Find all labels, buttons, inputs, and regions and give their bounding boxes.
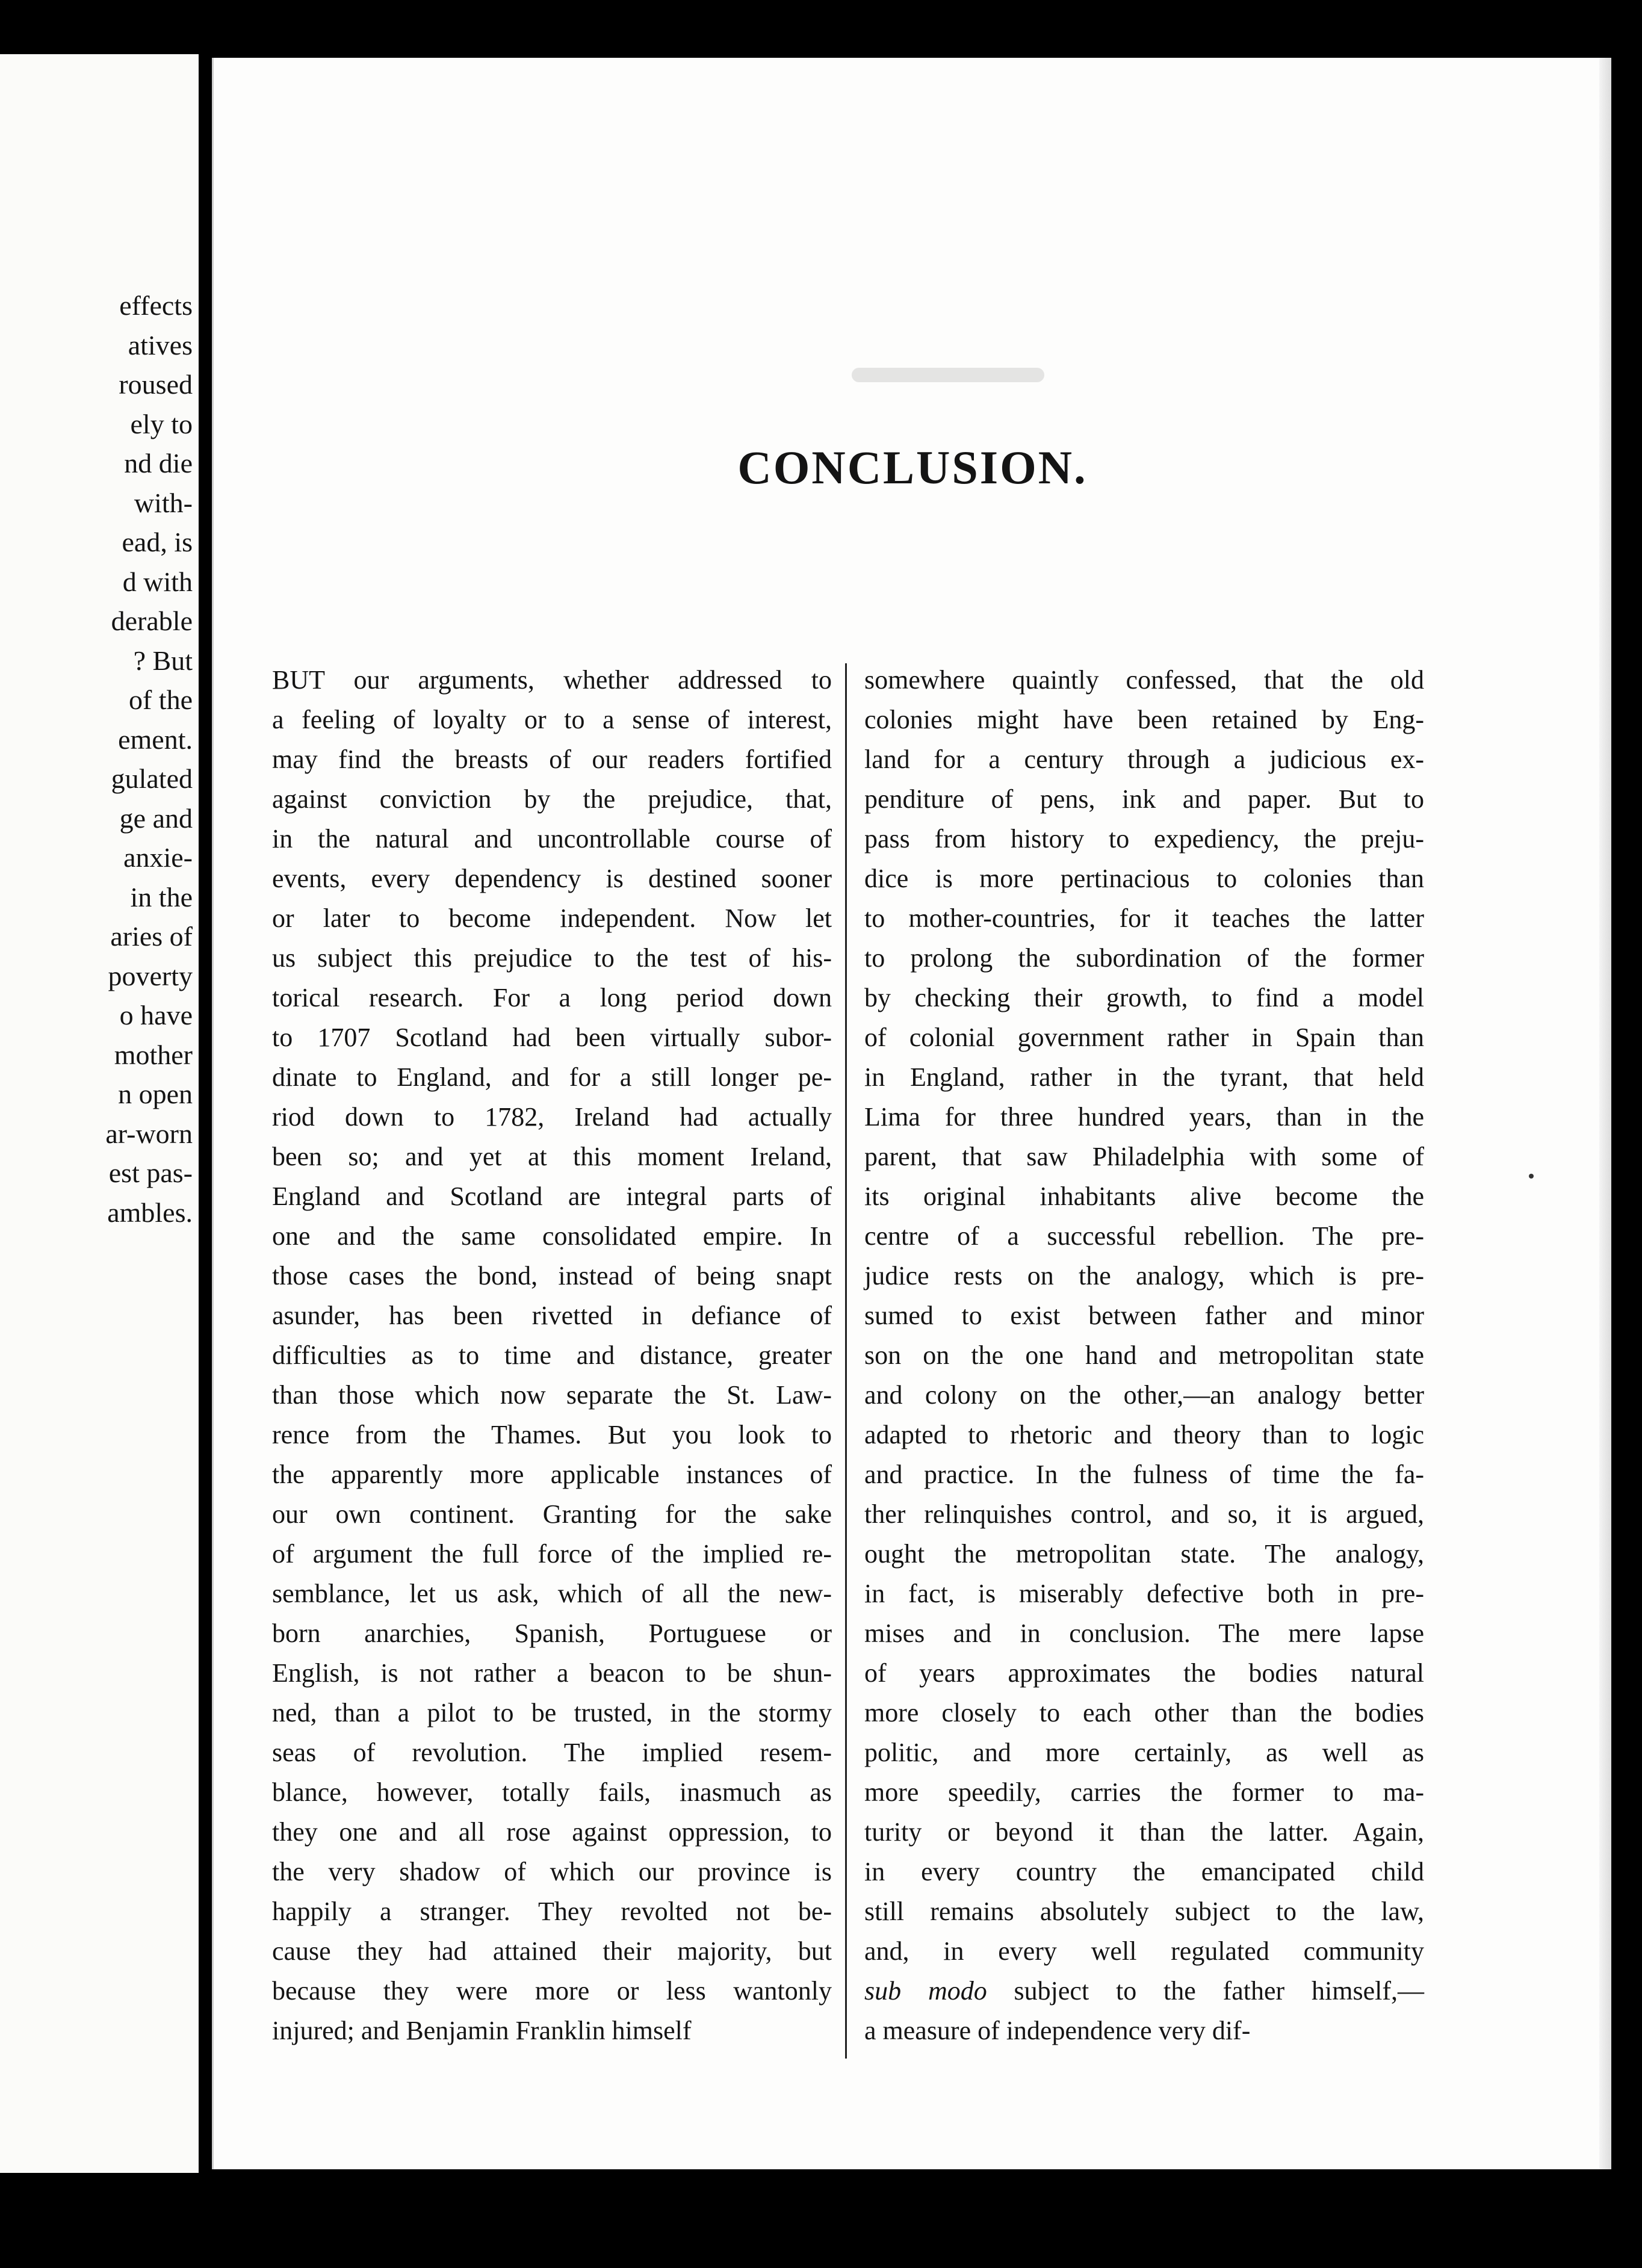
text-line: parent, that saw Philadelphia with some of — [864, 1142, 1424, 1171]
text-line: they one and all rose against oppression, to — [272, 1817, 832, 1847]
text-line: pass from history to expediency, the preju- — [864, 824, 1424, 854]
text-line: in fact, is miserably defective both in pre- — [864, 1579, 1424, 1608]
text-line: our own continent. Granting for the sake — [272, 1499, 832, 1529]
text-line: ought the metropolitan state. The analogy, — [864, 1539, 1424, 1569]
text-line: injured; and Benjamin Franklin himself — [272, 2016, 692, 2045]
text-line: of years approximates the bodies natural — [864, 1658, 1424, 1688]
text-line: in England, rather in the tyrant, that held — [864, 1062, 1424, 1092]
text-line: of argument the full force of the implied re- — [272, 1539, 832, 1569]
page-title: CONCLUSION. — [737, 441, 1088, 494]
text-line: born anarchies, Spanish, Portuguese or — [272, 1619, 832, 1648]
facing-page-line: o have — [119, 1000, 193, 1030]
text-line: against conviction by the prejudice, that, — [272, 784, 832, 814]
text-line: the very shadow of which our province is — [272, 1857, 832, 1886]
text-line: land for a century through a judicious ex- — [864, 745, 1424, 774]
text-line: riod down to 1782, Ireland had actually — [272, 1102, 832, 1132]
text-column-right — [864, 660, 1424, 2051]
text-line: difficulties as to time and distance, greater — [272, 1340, 832, 1370]
text-line: more closely to each other than the bodies — [864, 1698, 1424, 1727]
text-line: those cases the bond, instead of being snapt — [272, 1261, 832, 1290]
facing-page-line: ambles. — [107, 1197, 193, 1228]
text-line: turity or beyond it than the latter. Again, — [864, 1817, 1424, 1847]
text-line: us subject this prejudice to the test of his- — [272, 943, 832, 973]
text-line: penditure of pens, ink and paper. But to — [864, 784, 1424, 814]
text-line: been so; and yet at this moment Ireland, — [272, 1142, 832, 1171]
text-line: or later to become independent. Now let — [272, 903, 832, 933]
facing-page-line: effects — [119, 290, 193, 321]
text-line: cause they had attained their majority, but — [272, 1936, 832, 1966]
text-line: to prolong the subordination of the former — [864, 943, 1424, 973]
text-line: a measure of independence very dif- — [864, 2016, 1251, 2045]
facing-page-line: of the — [128, 684, 193, 715]
text-line: because they were more or less wantonly — [272, 1976, 832, 2006]
text-line: torical research. For a long period down — [272, 983, 832, 1012]
text-line: its original inhabitants alive become the — [864, 1182, 1424, 1211]
facing-page-line: ely to — [130, 408, 193, 439]
text-line: English, is not rather a beacon to be shun- — [272, 1658, 832, 1688]
text-line: in the natural and uncontrollable course of — [272, 824, 832, 854]
facing-page-line: aries of — [110, 921, 193, 952]
text-line: one and the same consolidated empire. In — [272, 1221, 832, 1251]
text-line: semblance, let us ask, which of all the new- — [272, 1579, 832, 1608]
text-line: ned, than a pilot to be trusted, in the stormy — [272, 1698, 832, 1727]
facing-page-line: nd die — [124, 448, 193, 479]
text-column-left — [272, 660, 832, 2051]
facing-page-line: atives — [128, 329, 193, 361]
text-line: dinate to England, and for a still longer pe- — [272, 1062, 832, 1092]
text-line: ther relinquishes control, and so, it is argued, — [864, 1499, 1424, 1529]
text-line: by checking their growth, to find a model — [864, 983, 1424, 1012]
facing-page-line: ar-worn — [105, 1118, 193, 1149]
facing-page-text — [0, 286, 193, 1232]
facing-page-line: ead, is — [122, 527, 193, 557]
facing-page — [0, 54, 199, 2173]
facing-page-line: derable — [111, 606, 193, 636]
facing-page-line: mother — [114, 1039, 193, 1070]
text-line: son on the one hand and metropolitan state — [864, 1340, 1424, 1370]
text-line: BUT our arguments, whether addressed to — [272, 665, 832, 695]
facing-page-line: ge and — [119, 802, 193, 834]
text-line: centre of a successful rebellion. The pre- — [864, 1221, 1424, 1251]
text-line: of colonial government rather in Spain than — [864, 1023, 1424, 1052]
page-edge — [1599, 58, 1611, 2169]
line-remainder: subject to the father himself,— — [987, 1976, 1424, 2006]
text-line: to mother-countries, for it teaches the latter — [864, 903, 1424, 933]
text-line: seas of revolution. The implied resem- — [272, 1738, 832, 1767]
faded-header-smudge — [852, 368, 1044, 382]
ink-speck — [1529, 1174, 1534, 1179]
text-line: and colony on the other,—an analogy better — [864, 1380, 1424, 1410]
text-line: happily a stranger. They revolted not be- — [272, 1897, 832, 1926]
text-line: colonies might have been retained by Eng- — [864, 705, 1424, 734]
text-line: events, every dependency is destined sooner — [272, 864, 832, 893]
text-line: and, in every well regulated community — [864, 1936, 1424, 1966]
text-line: somewhere quaintly confessed, that the old — [864, 665, 1424, 695]
facing-page-line: n open — [118, 1079, 193, 1109]
text-line: mises and in conclusion. The mere lapse — [864, 1619, 1424, 1648]
text-line: sumed to exist between father and minor — [864, 1301, 1424, 1330]
text-line: rence from the Thames. But you look to — [272, 1420, 832, 1449]
text-line: a feeling of loyalty or to a sense of interest, — [272, 705, 832, 734]
column-divider — [845, 663, 847, 2059]
text-line: judice rests on the analogy, which is pre- — [864, 1261, 1424, 1290]
text-line: adapted to rhetoric and theory than to logic — [864, 1420, 1424, 1449]
page — [212, 58, 1611, 2169]
text-line: to 1707 Scotland had been virtually subor- — [272, 1023, 832, 1052]
text-line: asunder, has been rivetted in defiance of — [272, 1301, 832, 1330]
text-line: more speedily, carries the former to ma- — [864, 1777, 1424, 1807]
text-line: may find the breasts of our readers fortified — [272, 745, 832, 774]
text-line: still remains absolutely subject to the law, — [864, 1897, 1424, 1926]
text-line: and practice. In the fulness of time the fa- — [864, 1460, 1424, 1489]
text-line: dice is more pertinacious to colonies than — [864, 864, 1424, 893]
facing-page-line: ement. — [118, 723, 193, 755]
facing-page-line: roused — [119, 369, 193, 400]
text-line — [864, 1971, 1424, 2011]
italic-phrase: sub modo — [864, 1976, 987, 2006]
facing-page-line: ? But — [133, 645, 193, 676]
facing-page-line: anxie- — [123, 842, 193, 873]
text-line: blance, however, totally fails, inasmuch as — [272, 1777, 832, 1807]
facing-page-line: poverty — [108, 960, 193, 991]
text-line: the apparently more applicable instances of — [272, 1460, 832, 1489]
text-line: Lima for three hundred years, than in the — [864, 1102, 1424, 1132]
text-line: politic, and more certainly, as well as — [864, 1738, 1424, 1767]
facing-page-line: gulated — [111, 763, 193, 794]
facing-page-line: in the — [130, 881, 193, 912]
facing-page-line: est pas- — [108, 1157, 193, 1188]
text-line: in every country the emancipated child — [864, 1857, 1424, 1886]
text-line: England and Scotland are integral parts of — [272, 1182, 832, 1211]
text-line: than those which now separate the St. Law- — [272, 1380, 832, 1410]
facing-page-line: d with — [122, 566, 193, 597]
facing-page-line: with- — [134, 487, 193, 518]
